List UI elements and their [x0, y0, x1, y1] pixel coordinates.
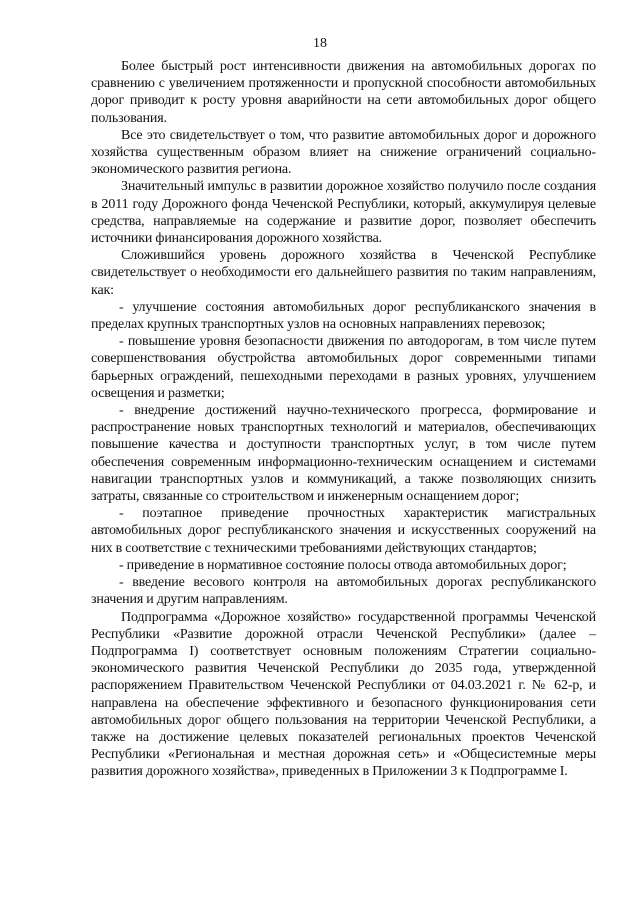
- closing-paragraph: Подпрограмма «Дорожное хозяйство» государственной программы Чеченской Республики «Развитие дорожной отрасли Чеченской Республики» (далее – Подпрограмма I) соответствует основным положениям Стратегии социально-экономического развития Чеченской Республики до 2035 года, утвержденной распоряжением Правительством Чеченской Республики от 04.03.2021 г. № 62-р, и направлена на обеспечение эффективного и безопасного функционирования сети автомобильных дорог общего пользования на территории Чеченской Республики, а также на достижение целевых показателей региональных проектов Чеченской Республики «Региональная и местная дорожная сеть» и «Общесистемные меры развития дорожного хозяйства», приведенных в Приложении 3 к Подпрограмме I.: [91, 609, 596, 780]
- page-number: 18: [313, 36, 327, 51]
- paragraph: Все это свидетельствует о том, что развитие автомобильных дорог и дорожного хозяйства существенным образом влияет на снижение ограничений социально-экономического развития региона.: [91, 127, 596, 178]
- list-item: - приведение в нормативное состояние полосы отвода автомобильных дорог;: [119, 557, 567, 573]
- paragraph: Более быстрый рост интенсивности движения на автомобильных дорогах по сравнению с увеличением протяженности и пропускной способности автомобильных дорог приводит к росту уровня аварийности на сети автомобильных дорог общего пользования.: [91, 59, 596, 126]
- list-item: - повышение уровня безопасности движения по автодорогам, в том числе путем совершенствования обустройства автомобильных дорог современными типами барьерных ограждений, пешеходными переходами в разных уровнях, улучшением освещения и разметки;: [91, 334, 596, 401]
- document-body: [91, 58, 596, 781]
- paragraph: Сложившийся уровень дорожного хозяйства в Чеченской Республике свидетельствует о необходимости его дальнейшего развития по таким направлениям, как:: [91, 248, 596, 298]
- list-item: - внедрение достижений научно-технического прогресса, формирование и распространение новых транспортных технологий и материалов, обеспечивающих повышение качества и доступности транспортных услуг, в том числе путем обеспечения современным информационно-техническим оснащением и системами навигации транспортных узлов и коммуникаций, а также позволяющих снизить затраты, связанные со строительством и инженерным оснащением дорог;: [91, 403, 596, 505]
- paragraph: Значительный импульс в развитии дорожное хозяйство получило после создания в 2011 году Дорожного фонда Чеченской Республики, который, аккумулируя целевые средства, направляемые на содержание и развитие дорог, позволяет обеспечить источники финансирования дорожного хозяйства.: [91, 179, 596, 247]
- list-item: - поэтапное приведение прочностных характеристик магистральных автомобильных дорог республиканского значения и искусственных сооружений на них в соответствие с техническими требованиями действующих стандартов;: [91, 506, 596, 556]
- list-item: - улучшение состояния автомобильных дорог республиканского значения в пределах крупных транспортных узлов на основных направлениях перевозок;: [91, 299, 596, 333]
- list-item: - введение весового контроля на автомобильных дорогах республиканского значения и другим направлениям.: [91, 575, 596, 608]
